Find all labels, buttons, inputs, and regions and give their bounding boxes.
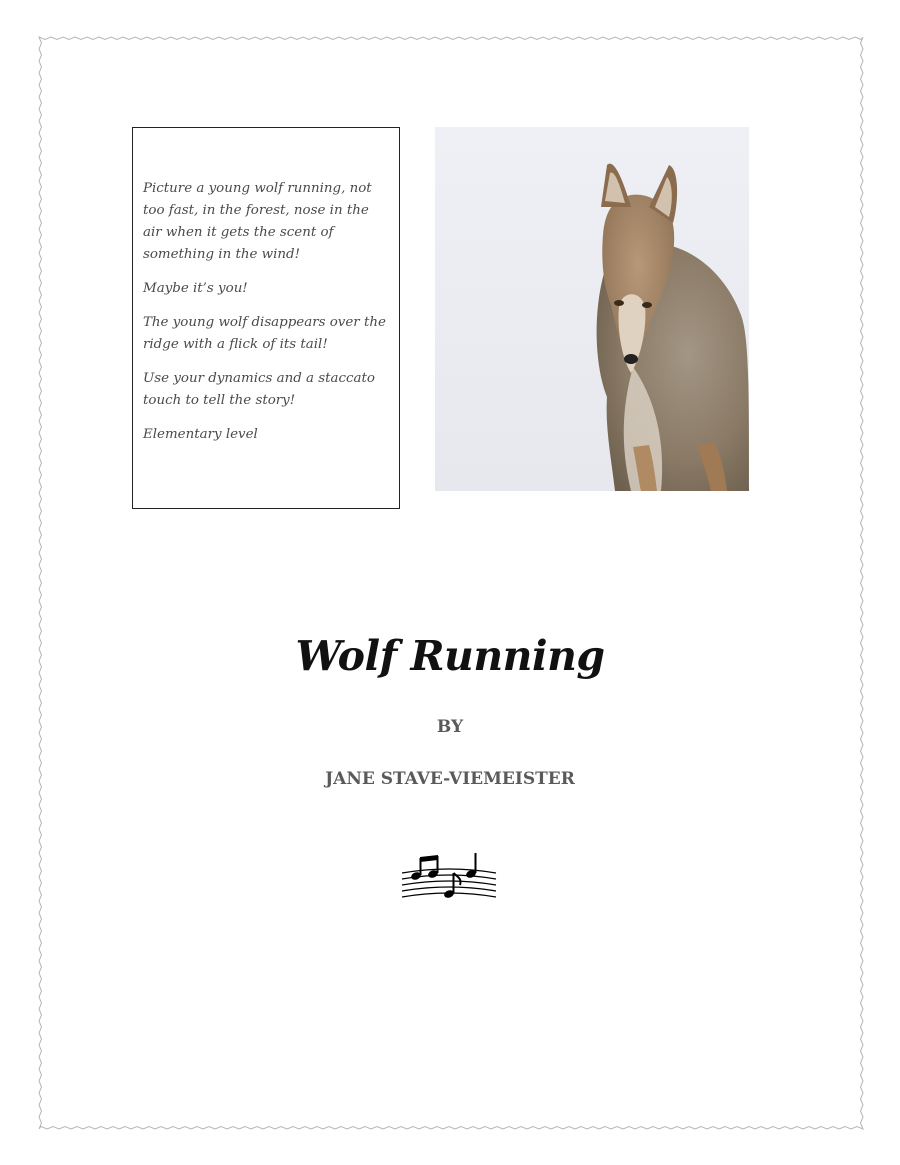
coyote-wolf-photo	[435, 127, 749, 491]
music-notes-icon	[400, 853, 498, 905]
description-box	[132, 127, 400, 509]
description-paragraph-4: Use your dynamics and a staccato touch to tell the story!	[143, 371, 375, 408]
description-paragraph-2: Maybe it’s you!	[143, 281, 248, 296]
description-paragraph-5: Elementary level	[143, 427, 258, 442]
page-title: Wolf Running	[295, 632, 605, 680]
description-paragraph-3: The young wolf disappears over the ridge with a flick of its tail!	[143, 315, 386, 352]
description-paragraph-1: Picture a young wolf running, not too fast, in the forest, nose in the air when it gets the scent of something in the wind!	[143, 181, 372, 262]
by-label: BY	[436, 717, 464, 737]
author-name: JANE STAVE-VIEMEISTER	[325, 769, 575, 789]
